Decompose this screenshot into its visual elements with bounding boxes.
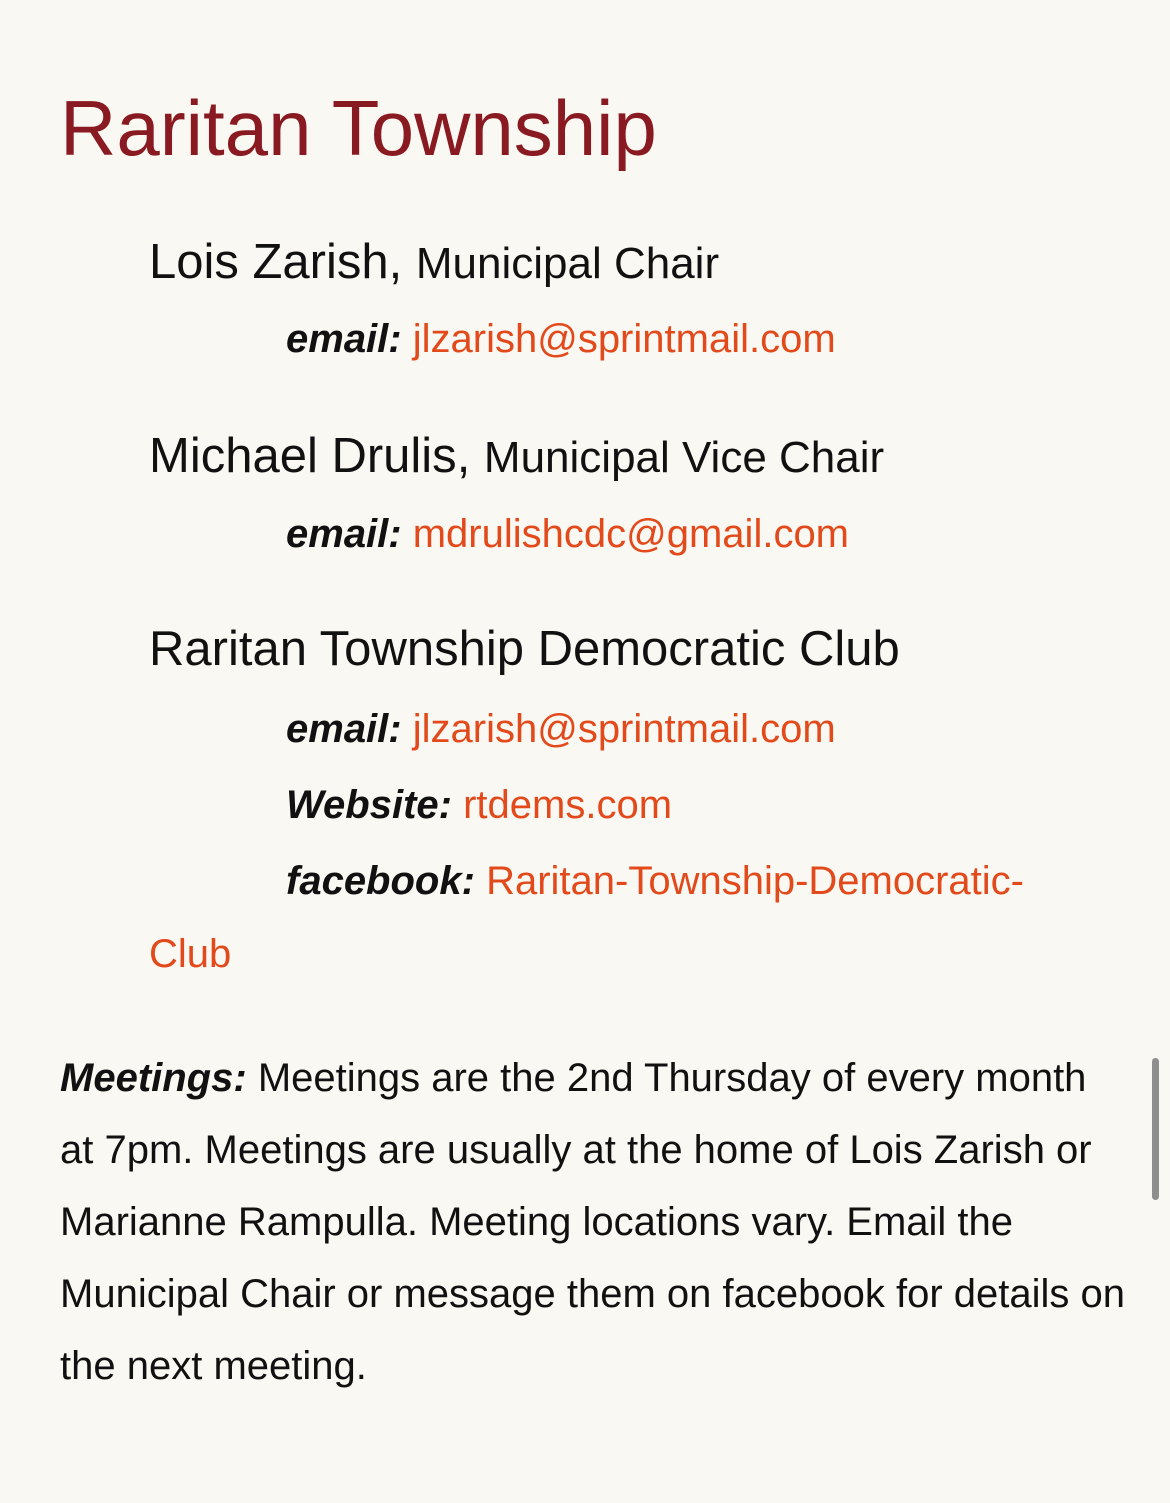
- club-facebook-row: [286, 857, 1024, 905]
- contact-email-row: [286, 510, 849, 558]
- meetings-text: Meetings are the 2nd Thursday of every month at 7pm. Meetings are usually at the home of Lois Zarish or Marianne Rampulla. Meeting locations vary. Email the Municipal Chair or message them on facebook for details on the next meeting.: [60, 1056, 1125, 1388]
- contact-role: Municipal Vice Chair: [483, 433, 885, 482]
- email-link-michael-drulis[interactable]: mdrulishcdc@gmail.com: [412, 512, 850, 556]
- facebook-label: facebook:: [286, 859, 475, 903]
- contact-name: Lois Zarish: [149, 235, 389, 289]
- email-link-lois-zarish[interactable]: jlzarish@sprintmail.com: [412, 317, 836, 361]
- club-email-link[interactable]: jlzarish@sprintmail.com: [412, 707, 836, 751]
- meetings-label: Meetings:: [60, 1056, 247, 1100]
- email-label: email:: [286, 317, 402, 361]
- email-label: email:: [286, 707, 402, 751]
- club-facebook-link-continued: [149, 930, 231, 978]
- club-facebook-link[interactable]: Raritan-Township-Democratic-: [486, 859, 1024, 903]
- contact-name-michael-drulis: Michael Drulis, Municipal Vice Chair: [149, 429, 885, 483]
- contact-name: Michael Drulis: [149, 429, 457, 483]
- club-website-row: [286, 781, 672, 829]
- email-label: email:: [286, 512, 402, 556]
- page-title: Raritan Township: [60, 84, 657, 172]
- club-name: Raritan Township Democratic Club: [149, 622, 900, 676]
- meetings-paragraph: [60, 1042, 1130, 1402]
- club-email-row: [286, 705, 836, 753]
- contact-name-lois-zarish: Lois Zarish, Municipal Chair: [149, 235, 720, 289]
- club-facebook-link-wrap[interactable]: Club: [149, 932, 232, 976]
- contact-role: Municipal Chair: [415, 239, 720, 288]
- contact-email-row: [286, 315, 836, 363]
- scrollbar-thumb[interactable]: [1152, 1058, 1159, 1200]
- website-label: Website:: [286, 783, 452, 827]
- club-website-link[interactable]: rtdems.com: [463, 783, 673, 827]
